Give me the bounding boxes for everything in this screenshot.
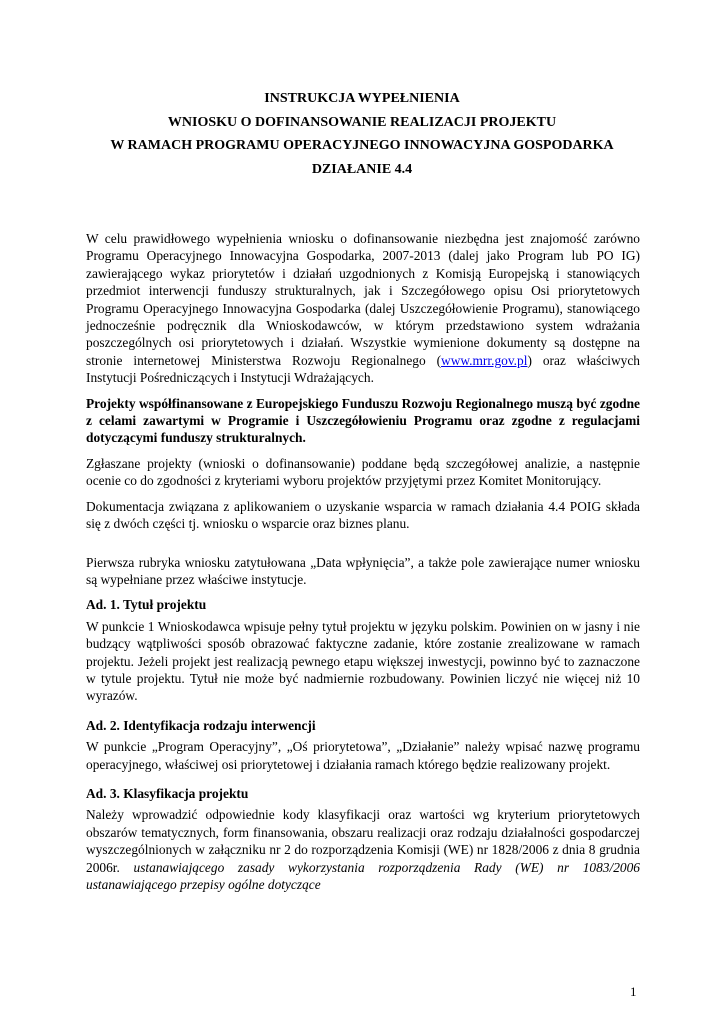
section-text-3 — [86, 806, 640, 893]
bold-note: Projekty współfinansowane z Europejskiego Funduszu Rozwoju Regionalnego muszą być zgodne z celami zawartymi w Programie i Uszczegółowieniu Programu oraz zgodne z regulacjami dotyczącymi funduszy strukturalnych. — [86, 395, 640, 446]
title-line-1: INSTRUKCJA WYPEŁNIENIA — [264, 91, 460, 106]
document-body — [86, 230, 640, 901]
title-line-2: WNIOSKU O DOFINANSOWANIE REALIZACJI PROJEKTU — [167, 115, 557, 130]
intro-text-end: ) oraz właściwych Instytucji Pośredniczących i Instytucji Wdrażających. — [86, 352, 640, 386]
section-text-3-main: Należy wprowadzić odpowiednie kody klasyfikacji oraz wartości wg kryterium priorytetowych obszarów tematycznych, form finansowania, obszaru realizacji oraz rodzaju działalności gospodarczej wyszczególnionych w załączniku nr 2 do rozporządzenia Komisji (WE) nr 1828/2006 z dnia 8 grudnia 2006r. — [86, 807, 640, 875]
intro-text: W celu prawidłowego wypełnienia wniosku o dofinansowanie niezbędna jest znajomość zarówno Programu Operacyjnego Innowacyjna Gospodarka, 2007-2013 (dalej jako Program lub PO IG) zawierającego wykaz priorytetów i działań uzgodnionych z Komisją Europejską i stanowiących przedmiot interwencji funduszy strukturalnych, jak i Szczegółowego opisu Osi priorytetowych Programu Operacyjnego Innowacyjna Gospodarka (dalej Uszczegółowienie Programu), stanowiącego jednocześnie podręcznik dla Wnioskodawców, w którym przedstawiono system wdrażania poszczególnych osi priorytetowych i działań. Wszystkie wymienione dokumenty są dostępne na stronie internetowej Ministerstwa Rozwoju Regionalnego ( — [86, 231, 640, 368]
section-heading-3: Ad. 3. Klasyfikacja projektu — [86, 785, 249, 801]
evaluation-paragraph: Zgłaszane projekty (wnioski o dofinansowanie) poddane będą szczegółowej analizie, a następnie ocenie co do zgodności z kryteriami wyboru projektów przyjętymi przez Komitet Monitorujący. — [86, 455, 640, 489]
page-number: 1 — [630, 984, 637, 999]
mrr-link[interactable]: www.mrr.gov.pl — [441, 352, 528, 368]
section-text-3-italic: ustanawiającego zasady wykorzystania rozporządzenia Rady (WE) nr 1083/2006 ustanawiającego przepisy ogólne dotyczące — [86, 859, 640, 892]
title-line-4: DZIAŁANIE 4.4 — [311, 162, 413, 177]
first-section-paragraph: Pierwsza rubryka wniosku zatytułowana „Data wpłynięcia”, a także pole zawierające numer wniosku są wypełniane przez właściwe instytucje. — [86, 554, 640, 587]
documentation-paragraph: Dokumentacja związana z aplikowaniem o uzyskanie wsparcia w ramach działania 4.4 POIG składa się z dwóch części tj. wniosku o wsparcie oraz biznes planu. — [86, 498, 640, 532]
intro-paragraph — [86, 230, 640, 387]
title-line-3: W RAMACH PROGRAMU OPERACYJNEGO INNOWACYJNA GOSPODARKA — [110, 138, 614, 153]
section-heading-2: Ad. 2. Identyfikacja rodzaju interwencji — [86, 717, 316, 733]
section-heading-1: Ad. 1. Tytuł projektu — [86, 597, 207, 613]
section-text-1: W punkcie 1 Wnioskodawca wpisuje pełny tytuł projektu w języku polskim. Powinien on w jasny i nie budzący wątpliwości sposób obrazować faktyczne zadanie, które zostanie zrealizowane w ramach projektu. Jeżeli projekt jest realizacją pewnego etapu większej inwestycji, powinno być to zaznaczone w tytule projektu. Tytuł nie może być nadmiernie rozbudowany. Powinien liczyć nie więcej niż 10 wyrazów. — [86, 618, 640, 704]
section-text-2: W punkcie „Program Operacyjny”, „Oś priorytetowa”, „Działanie” należy wpisać nazwę programu operacyjnego, właściwej osi priorytetowej i działania ramach którego będzie realizowany projekt. — [86, 739, 640, 772]
